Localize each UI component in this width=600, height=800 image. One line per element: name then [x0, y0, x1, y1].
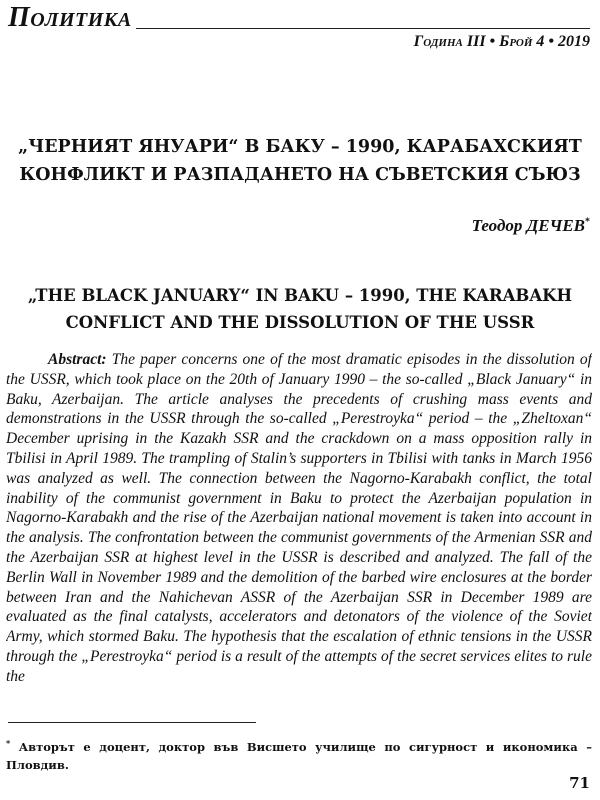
author-footnote-mark: * [585, 216, 590, 228]
journal-name: Политика [8, 2, 136, 34]
article-title-english [0, 282, 600, 336]
page-number: 71 [569, 774, 590, 792]
issue-info: Година III • Брой 4 • 2019 [413, 33, 590, 50]
title-bg-line-1: „ЧЕРНИЯТ ЯНУАРИ“ В БАКУ – 1990, КАРАБАХСКИЯТ [18, 137, 582, 157]
abstract-text: The paper concerns one of the most dramatic episodes in the dissolution of the USSR, which took place on the 20th of January 1990 – the so-called „Black January“ in Baku, Azerbaijan. The article analyses the precedents of crushing mass events and demonstrations in the USSR through the so-called „Perestroyka“ period – the „Zheltoxan“ December uprising in the Kazakh SSR and the crackdown on a mass opposition rally in Tbilisi in April 1989. The trampling of Stalin’s supporters in Tbilisi with tanks in March 1956 was analyzed as well. The connection between the Nagorno-Karabakh conflict, the total inability of the communist government in Baku to protect the Azerbaijan population in Nagorno-Karabakh and the rise of the Azerbaijan national movement is taken into account in the analysis. The confrontation between the communist governments of the Armenian SSR and the Azerbaijan SSR at highest level in the USSR is described and analyzed. The fall of the Berlin Wall in November 1989 and the demolition of the barbed wire enclosures at the border between Iran and the Nahichevan ASSR of the Azerbaijan SSR in December 1989 are evaluated as the final catalysts, accelerators and detonators of the violence of the Soviet Army, which stormed Baku. The hypothesis that the escalation of ethnic tensions in the USSR through the „Perestroyka“ period is a result of the attempts of the secret services elites to rule the [6, 351, 592, 685]
title-en-line-2: CONFLICT AND THE DISSOLUTION OF THE USSR [65, 313, 535, 332]
footnote-mark: * [6, 738, 11, 748]
article-title-bulgarian [0, 133, 600, 189]
author-name [472, 216, 590, 236]
title-en-line-1: „THE BLACK JANUARY“ IN BAKU – 1990, THE KARABAKH [27, 286, 573, 305]
title-bg-line-2: КОНФЛИКТ И РАЗПАДАНЕТО НА СЪВЕТСКИЯ СЪЮЗ [19, 165, 581, 185]
abstract [6, 350, 592, 700]
footnote-text: Авторът е доцент, доктор във Висшето училище по сигурност и икономика – Пловдив. [6, 739, 592, 772]
footnote [6, 734, 592, 774]
abstract-label: Abstract: [48, 351, 107, 368]
running-header [0, 0, 600, 60]
author-name-text: Теодор ДЕЧЕВ [471, 216, 585, 235]
footnote-rule [8, 722, 256, 723]
